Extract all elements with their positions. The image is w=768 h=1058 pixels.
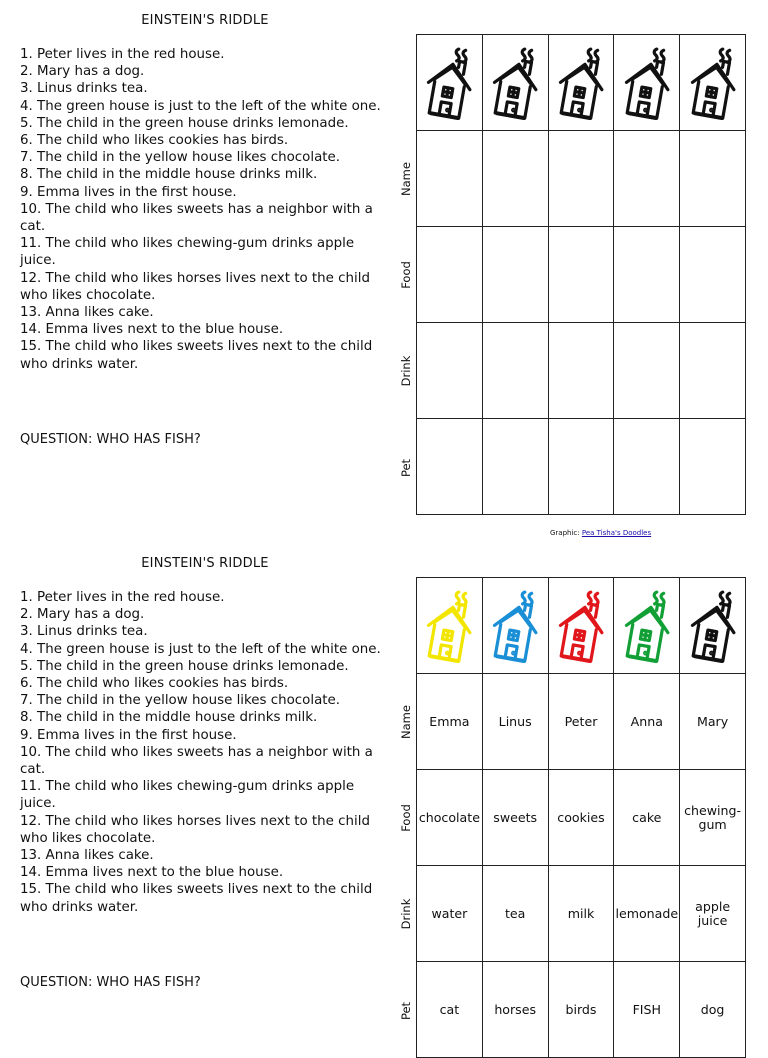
house-row bbox=[417, 578, 746, 674]
row-label-food: Food bbox=[399, 803, 413, 832]
house-cell bbox=[614, 578, 680, 674]
house-cell bbox=[482, 35, 548, 131]
row-label-pet: Pet bbox=[399, 458, 413, 477]
house-cell bbox=[548, 35, 614, 131]
grid-cell[interactable] bbox=[614, 227, 680, 323]
grid-cell[interactable]: dog bbox=[680, 962, 746, 1058]
grid-cell[interactable]: Emma bbox=[417, 674, 483, 770]
house-icon bbox=[554, 585, 608, 667]
clue-item: 6. The child who likes cookies has birds. bbox=[20, 676, 289, 692]
grid-cell[interactable] bbox=[680, 419, 746, 515]
clue-item: 15. The child who likes sweets lives next to the child who drinks water. bbox=[20, 339, 373, 372]
grid-cell[interactable]: Mary bbox=[680, 674, 746, 770]
grid-cell[interactable]: cat bbox=[417, 962, 483, 1058]
grid-cell[interactable] bbox=[614, 323, 680, 419]
grid-cell[interactable]: sweets bbox=[482, 770, 548, 866]
table-row bbox=[417, 674, 746, 770]
clue-item: 13. Anna likes cake. bbox=[20, 848, 154, 864]
grid-cell[interactable] bbox=[482, 131, 548, 227]
clue-item: 11. The child who likes chewing-gum drinks apple juice. bbox=[20, 236, 355, 269]
table-row bbox=[417, 866, 746, 962]
house-icon bbox=[554, 42, 608, 124]
clue-item: 1. Peter lives in the red house. bbox=[20, 47, 225, 62]
house-icon bbox=[620, 42, 674, 124]
grid-cell[interactable]: chocolate bbox=[417, 770, 483, 866]
grid-cell[interactable]: chewing-gum bbox=[680, 770, 746, 866]
clue-item: 8. The child in the middle house drinks milk. bbox=[20, 710, 318, 726]
clue-item: 12. The child who likes horses lives next to the child who likes chocolate. bbox=[20, 270, 370, 303]
grid-cell[interactable] bbox=[548, 131, 614, 227]
house-icon bbox=[686, 42, 740, 124]
table-row bbox=[417, 131, 746, 227]
credit-prefix: Graphic: bbox=[550, 529, 580, 537]
grid-cell[interactable] bbox=[482, 227, 548, 323]
row-label-food: Food bbox=[399, 260, 413, 289]
grid-cell[interactable] bbox=[417, 323, 483, 419]
grid-cell[interactable]: cake bbox=[614, 770, 680, 866]
house-icon bbox=[620, 585, 674, 667]
clue-list bbox=[20, 589, 392, 916]
grid-cell[interactable] bbox=[680, 131, 746, 227]
grid-cell[interactable] bbox=[548, 419, 614, 515]
clue-item: 5. The child in the green house drinks lemonade. bbox=[20, 115, 349, 131]
question-text: QUESTION: WHO HAS FISH? bbox=[20, 975, 201, 990]
page-title: EINSTEIN'S RIDDLE bbox=[141, 556, 269, 571]
grid-cell[interactable] bbox=[482, 419, 548, 515]
grid-cell[interactable]: horses bbox=[482, 962, 548, 1058]
grid-cell[interactable] bbox=[417, 131, 483, 227]
grid-cell[interactable] bbox=[680, 323, 746, 419]
clue-item: 2. Mary has a dog. bbox=[20, 64, 145, 80]
house-icon bbox=[686, 585, 740, 667]
page-title: EINSTEIN'S RIDDLE bbox=[141, 13, 269, 28]
grid-cell[interactable]: water bbox=[417, 866, 483, 962]
table-row bbox=[417, 323, 746, 419]
grid-cell[interactable]: Linus bbox=[482, 674, 548, 770]
house-icon bbox=[488, 585, 542, 667]
table-row bbox=[417, 962, 746, 1058]
graphic-credit bbox=[550, 529, 651, 537]
clue-item: 6. The child who likes cookies has birds. bbox=[20, 133, 289, 149]
clue-item: 8. The child in the middle house drinks milk. bbox=[20, 167, 318, 183]
grid-cell[interactable]: Anna bbox=[614, 674, 680, 770]
house-icon bbox=[422, 585, 476, 667]
clue-item: 4. The green house is just to the left of the white one. bbox=[20, 98, 381, 114]
clue-item: 14. Emma lives next to the blue house. bbox=[20, 322, 284, 338]
clue-item: 10. The child who likes sweets has a neighbor with a cat. bbox=[20, 744, 373, 778]
table-row bbox=[417, 419, 746, 515]
clue-item: 9. Emma lives in the first house. bbox=[20, 727, 237, 743]
grid-cell[interactable]: cookies bbox=[548, 770, 614, 866]
house-cell bbox=[548, 578, 614, 674]
clue-item: 10. The child who likes sweets has a neighbor with a cat. bbox=[20, 201, 373, 235]
grid-cell[interactable]: apple juice bbox=[680, 866, 746, 962]
clue-list bbox=[20, 46, 392, 373]
grid-cell[interactable]: FISH bbox=[614, 962, 680, 1058]
row-label-pet: Pet bbox=[399, 1001, 413, 1020]
row-label-name: Name bbox=[399, 704, 413, 739]
clue-item: 4. The green house is just to the left of the white one. bbox=[20, 641, 381, 657]
clue-item: 15. The child who likes sweets lives next to the child who drinks water. bbox=[20, 882, 373, 915]
clue-item: 13. Anna likes cake. bbox=[20, 305, 154, 321]
house-cell bbox=[680, 35, 746, 131]
clue-item: 7. The child in the yellow house likes chocolate. bbox=[20, 150, 341, 166]
house-cell bbox=[614, 35, 680, 131]
grid-cell[interactable] bbox=[614, 131, 680, 227]
house-icon bbox=[422, 42, 476, 124]
credit-link[interactable]: Pea Tisha's Doodles bbox=[581, 529, 652, 537]
clue-item: 5. The child in the green house drinks lemonade. bbox=[20, 658, 349, 674]
row-label-name: Name bbox=[399, 161, 413, 196]
grid-cell[interactable] bbox=[614, 419, 680, 515]
clue-item: 12. The child who likes horses lives next to the child who likes chocolate. bbox=[20, 813, 370, 846]
logic-grid bbox=[416, 577, 746, 1058]
grid-cell[interactable] bbox=[417, 419, 483, 515]
grid-cell[interactable]: lemonade bbox=[614, 866, 680, 962]
table-row bbox=[417, 770, 746, 866]
logic-grid bbox=[416, 34, 746, 515]
clue-item: 1. Peter lives in the red house. bbox=[20, 590, 225, 605]
row-label-drink: Drink bbox=[399, 898, 413, 929]
clue-item: 9. Emma lives in the first house. bbox=[20, 184, 237, 200]
house-row bbox=[417, 35, 746, 131]
clue-item: 3. Linus drinks tea. bbox=[20, 81, 148, 97]
table-row bbox=[417, 227, 746, 323]
house-cell bbox=[482, 578, 548, 674]
clue-item: 3. Linus drinks tea. bbox=[20, 624, 148, 640]
clue-item: 2. Mary has a dog. bbox=[20, 607, 145, 623]
grid-cell[interactable] bbox=[680, 227, 746, 323]
house-cell bbox=[417, 35, 483, 131]
grid-cell[interactable] bbox=[482, 323, 548, 419]
grid-cell[interactable]: Peter bbox=[548, 674, 614, 770]
row-label-drink: Drink bbox=[399, 355, 413, 386]
grid-cell[interactable] bbox=[417, 227, 483, 323]
house-cell bbox=[680, 578, 746, 674]
clue-item: 7. The child in the yellow house likes chocolate. bbox=[20, 693, 341, 709]
house-cell bbox=[417, 578, 483, 674]
house-icon bbox=[488, 42, 542, 124]
clue-item: 14. Emma lives next to the blue house. bbox=[20, 865, 284, 881]
clue-item: 11. The child who likes chewing-gum drinks apple juice. bbox=[20, 779, 355, 812]
question-text: QUESTION: WHO HAS FISH? bbox=[20, 432, 201, 447]
grid-cell[interactable] bbox=[548, 323, 614, 419]
grid-cell[interactable]: tea bbox=[482, 866, 548, 962]
grid-cell[interactable] bbox=[548, 227, 614, 323]
grid-cell[interactable]: birds bbox=[548, 962, 614, 1058]
grid-cell[interactable]: milk bbox=[548, 866, 614, 962]
